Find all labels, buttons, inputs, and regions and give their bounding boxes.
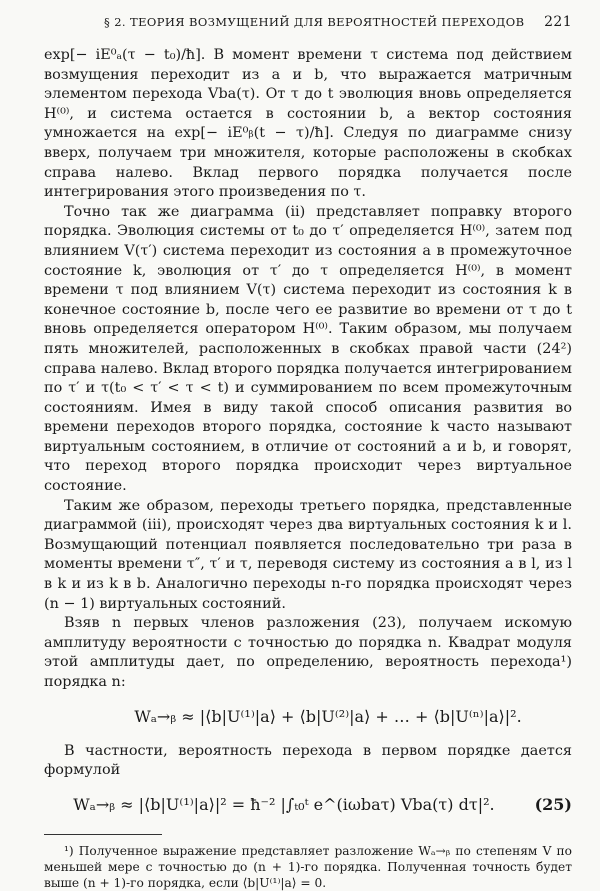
header-title: § 2. ТЕОРИЯ ВОЗМУЩЕНИЙ ДЛЯ ВЕРОЯТНОСТЕЙ ПЕРЕХОДОВ bbox=[104, 15, 525, 29]
paragraph-4: Взяв n первых членов разложения (23), получаем искомую амплитуду вероятности с точностью до порядка n. Квадрат модуля этой амплитуды дает, по определению, вероятность перехода¹) порядка n: bbox=[44, 615, 572, 690]
paragraph-2: Точно так же диаграмма (ii) представляет поправку второго порядка. Эволюция системы от t₀ до τ′ определяется H⁽⁰⁾, затем под влиянием V(τ′) система переходит из состояния a в промежуточное состояние k, эволюция от τ′ до τ определяется H⁽⁰⁾, в момент времени τ под влиянием V(τ) система переходит из состояния k в конечное состояние b, после чего ее развитие во времени от τ до t вновь определяется оператором H⁽⁰⁾. Таким образом, мы получаем пять множителей, расположенных в скобках правой части (24²) справа налево. Вклад второго порядка получается интегрированием по τ′ и τ(t₀ < τ′ < τ < t) и суммированием по всем промежуточным состояниям. Имея в виду такой способ описания развития во времени переходов второго порядка, состояние k часто называют виртуальным состоянием, в отличие от состояний a и b, и говорят, что переход второго порядка происходит через виртуальное состояние. bbox=[44, 203, 572, 495]
running-header bbox=[44, 14, 572, 30]
equation-number: (25) bbox=[534, 794, 572, 814]
equation-25-row bbox=[44, 795, 572, 814]
equation-25: Wₐ→ᵦ ≈ |⟨b|U⁽¹⁾|a⟩|² = ħ⁻² |∫ₜ₀ᵗ e^(iωbaτ) Vba(τ) dτ|². bbox=[73, 794, 495, 814]
paragraph-5: В частности, вероятность перехода в первом порядке дается формулой bbox=[44, 742, 572, 779]
equation-transition-probability-n: Wₐ→ᵦ ≈ |⟨b|U⁽¹⁾|a⟩ + ⟨b|U⁽²⁾|a⟩ + … + ⟨b|U⁽ⁿ⁾|a⟩|². bbox=[134, 706, 522, 726]
footnote-rule bbox=[44, 834, 162, 835]
page-number: 221 bbox=[544, 14, 572, 30]
footnote: ¹) Полученное выражение представляет разложение Wₐ→ᵦ по степеням V по меньшей мере с точностью до (n + 1)-го порядка. Полученная точность будет выше (n + 1)-го порядка, если ⟨b|U⁽¹⁾|a⟩ = 0. bbox=[44, 843, 572, 890]
paragraph-3: Таким же образом, переходы третьего порядка, представленные диаграммой (iii), происходят через два виртуальных состояния k и l. Возмущающий потенциал появляется последовательно три раза в моменты времени τ″, τ′ и τ, переводя систему из состояния a в l, из l в k и из k в b. Аналогично переходы n-го порядка происходят через (n − 1) виртуальных состояний. bbox=[44, 497, 572, 612]
paragraph-1: exp[− iE⁰ₐ(τ − t₀)/ħ]. В момент времени τ система под действием возмущения переходит из a и b, что выражается матричным элементом перехода Vba(τ). От τ до t эволюция вновь определяется H⁽⁰⁾, и система остается в состоянии b, а вектор состояния умножается на exp[− iE⁰ᵦ(t − τ)/ħ]. Следуя по диаграмме снизу вверх, получаем три множителя, которые расположены в скобках справа налево. Вклад первого порядка получается после интегрирования этого произведения по τ. bbox=[44, 47, 572, 201]
